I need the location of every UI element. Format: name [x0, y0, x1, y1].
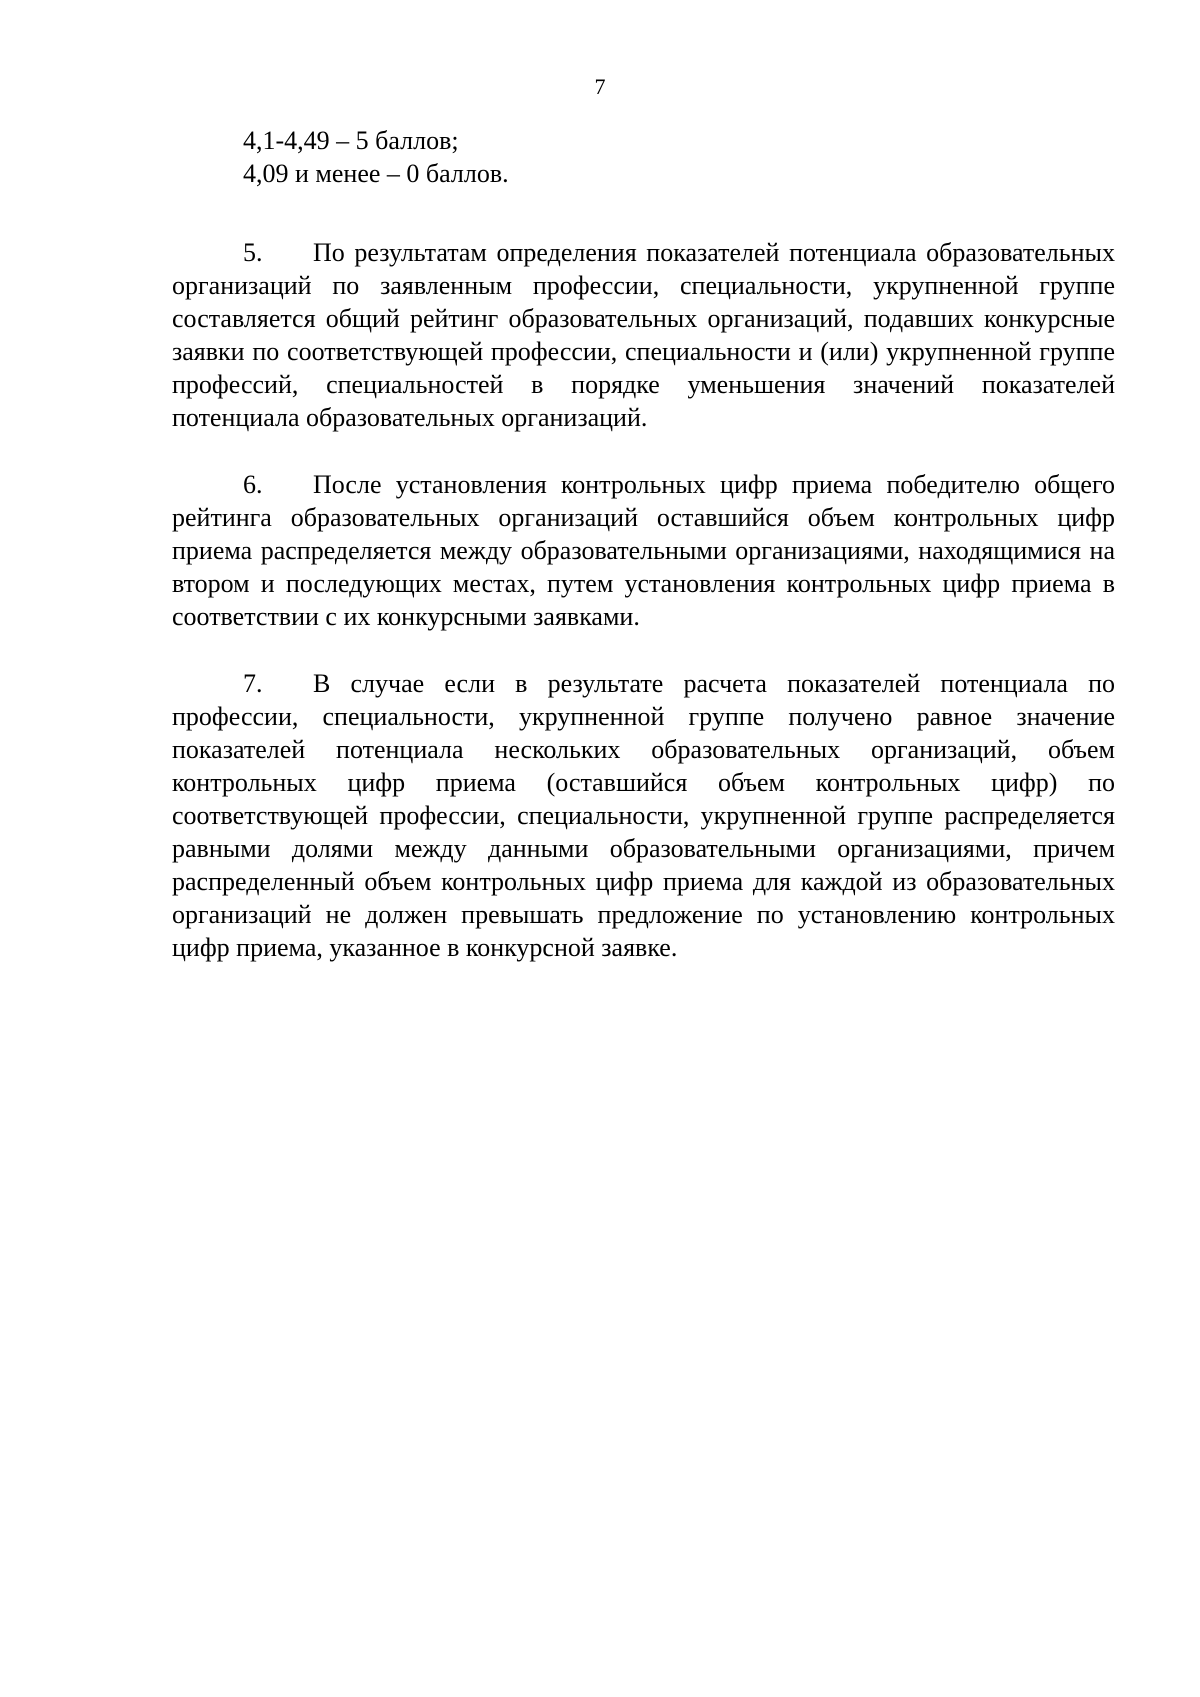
paragraph-number: 7.	[243, 669, 263, 698]
paragraph-number: 6.	[243, 470, 263, 499]
paragraph-text: После установления контрольных цифр приема победителю общего рейтинга образовательных организаций оставшийся объем контрольных цифр приема распределяется между образовательными организациями, находящимися на втором и последующих местах, путем установления контрольных цифр приема в соответствии с их конкурсными заявками.	[172, 470, 1115, 631]
score-line: 4,1-4,49 – 5 баллов;	[243, 126, 459, 155]
paragraph-7	[172, 667, 1115, 964]
score-line: 4,09 и менее – 0 баллов.	[243, 159, 509, 188]
page-number: 7	[594, 74, 606, 99]
document-body	[172, 124, 1115, 964]
paragraph-5	[172, 236, 1115, 434]
paragraph-number: 5.	[243, 238, 263, 267]
paragraph-text: По результатам определения показателей потенциала образовательных организаций по заявленным профессии, специальности, укрупненной группе составляется общий рейтинг образовательных организаций, подавших конкурсные заявки по соответствующей профессии, специальности и (или) укрупненной группе профессий, специальностей в порядке уменьшения значений показателей потенциала образовательных организаций.	[172, 238, 1115, 432]
paragraph-6	[172, 468, 1115, 633]
paragraph-text: В случае если в результате расчета показателей потенциала по профессии, специальности, укрупненной группе получено равное значение показателей потенциала нескольких образовательных организаций, объем контрольных цифр приема (оставшийся объем контрольных цифр) по соответствующей профессии, специальности, укрупненной группе распределяется равными долями между данными образовательными организациями, причем распределенный объем контрольных цифр приема для каждой из образовательных организаций не должен превышать предложение по установлению контрольных цифр приема, указанное в конкурсной заявке.	[172, 669, 1115, 962]
